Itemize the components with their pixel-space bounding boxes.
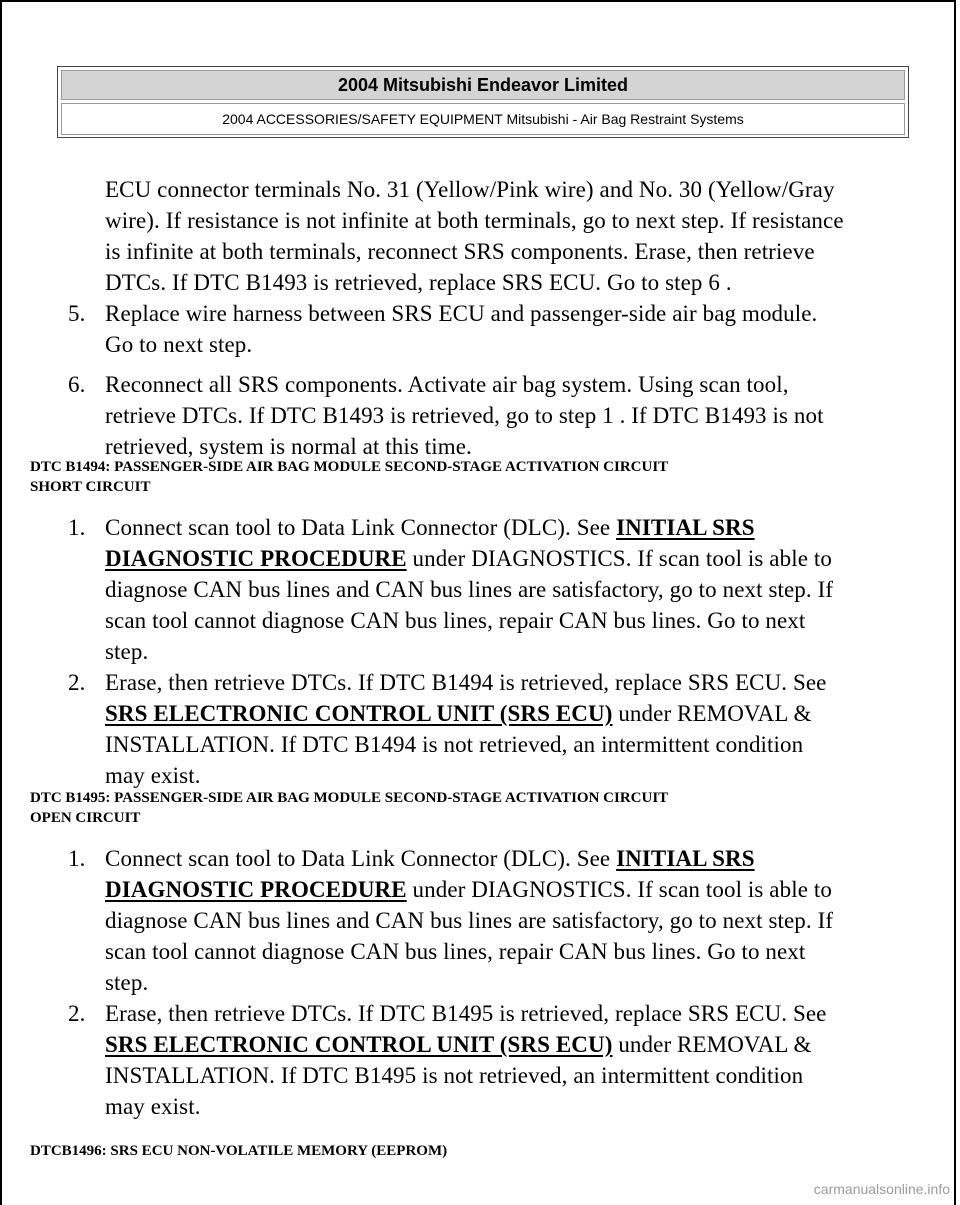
text-line <box>105 843 833 874</box>
intro-paragraph <box>105 174 844 298</box>
text-line: Replace wire harness between SRS ECU and passenger-side air bag module. <box>105 301 818 326</box>
text-line: may exist. <box>105 1094 201 1119</box>
srs-ecu-link[interactable]: SRS ELECTRONIC CONTROL UNIT (SRS ECU) <box>105 1032 613 1057</box>
section-heading-b1496 <box>30 1141 447 1161</box>
text-line: step. <box>105 970 149 995</box>
initial-srs-link[interactable]: INITIAL SRS <box>616 846 755 871</box>
text-line: Reconnect all SRS components. Activate air bag system. Using scan tool, <box>105 372 789 397</box>
text-line: INSTALLATION. If DTC B1495 is not retrieved, an intermittent condition <box>105 1063 804 1088</box>
heading-line: OPEN CIRCUIT <box>30 810 141 826</box>
initial-srs-link[interactable]: INITIAL SRS <box>616 515 755 540</box>
text-span: Connect scan tool to Data Link Connector (DLC). See <box>105 515 617 540</box>
step-number: 2. <box>68 670 86 695</box>
list-item-b1495-step-2 <box>68 998 827 1122</box>
watermark: carmanualsonline.info <box>813 1181 950 1197</box>
section-heading-b1495 <box>30 788 668 828</box>
text-line: Erase, then retrieve DTCs. If DTC B1494 is retrieved, replace SRS ECU. See <box>105 670 827 695</box>
heading-line: DTC B1495: PASSENGER-SIDE AIR BAG MODULE SECOND-STAGE ACTIVATION CIRCUIT <box>30 790 669 806</box>
text-span: Connect scan tool to Data Link Connector (DLC). See <box>105 846 617 871</box>
list-item-step-6 <box>68 369 824 462</box>
text-line: wire). If resistance is not infinite at both terminals, go to next step. If resistance <box>105 208 844 233</box>
text-line: retrieve DTCs. If DTC B1493 is retrieved, go to step 1 . If DTC B1493 is not <box>105 403 824 428</box>
text-span: under DIAGNOSTICS. If scan tool is able to <box>406 877 832 902</box>
text-line: ECU connector terminals No. 31 (Yellow/Pink wire) and No. 30 (Yellow/Gray <box>105 177 835 202</box>
text-span: under DIAGNOSTICS. If scan tool is able to <box>406 546 832 571</box>
document-header <box>57 66 909 138</box>
text-line: diagnose CAN bus lines and CAN bus lines are satisfactory, go to next step. If <box>105 577 834 602</box>
text-line <box>105 1029 827 1060</box>
heading-line: DTCB1496: SRS ECU NON-VOLATILE MEMORY (EEPROM) <box>30 1143 448 1159</box>
text-line: Erase, then retrieve DTCs. If DTC B1495 is retrieved, replace SRS ECU. See <box>105 1001 827 1026</box>
heading-line: SHORT CIRCUIT <box>30 479 151 495</box>
list-item-b1494-step-2 <box>68 667 827 791</box>
text-span: under REMOVAL & <box>612 1032 812 1057</box>
step-number: 1. <box>68 846 86 871</box>
section-heading-b1494 <box>30 457 668 497</box>
text-line: INSTALLATION. If DTC B1494 is not retrieved, an intermittent condition <box>105 732 804 757</box>
list-item-b1495-step-1 <box>68 843 834 998</box>
list-item-step-5 <box>68 298 818 360</box>
text-line: is infinite at both terminals, reconnect SRS components. Erase, then retrieve <box>105 239 815 264</box>
diagnostic-procedure-link[interactable]: DIAGNOSTIC PROCEDURE <box>105 877 407 902</box>
header-title: 2004 Mitsubishi Endeavor Limited <box>61 70 905 100</box>
list-item-b1494-step-1 <box>68 512 834 667</box>
text-line: scan tool cannot diagnose CAN bus lines, repair CAN bus lines. Go to next <box>105 939 806 964</box>
text-line: retrieved, system is normal at this time. <box>105 434 472 459</box>
step-number: 1. <box>68 515 86 540</box>
text-line: diagnose CAN bus lines and CAN bus lines are satisfactory, go to next step. If <box>105 908 834 933</box>
step-number: 2. <box>68 1001 86 1026</box>
srs-ecu-link[interactable]: SRS ELECTRONIC CONTROL UNIT (SRS ECU) <box>105 701 613 726</box>
step-number: 5. <box>68 301 86 326</box>
text-line: may exist. <box>105 763 201 788</box>
header-subtitle: 2004 ACCESSORIES/SAFETY EQUIPMENT Mitsubishi - Air Bag Restraint Systems <box>61 103 905 135</box>
text-line <box>105 698 827 729</box>
heading-line: DTC B1494: PASSENGER-SIDE AIR BAG MODULE SECOND-STAGE ACTIVATION CIRCUIT <box>30 459 669 475</box>
text-line: scan tool cannot diagnose CAN bus lines, repair CAN bus lines. Go to next <box>105 608 806 633</box>
text-line: step. <box>105 639 149 664</box>
diagnostic-procedure-link[interactable]: DIAGNOSTIC PROCEDURE <box>105 546 407 571</box>
text-line <box>105 512 833 543</box>
text-span: under REMOVAL & <box>612 701 812 726</box>
text-line <box>105 874 833 905</box>
step-number: 6. <box>68 372 86 397</box>
text-line: DTCs. If DTC B1493 is retrieved, replace SRS ECU. Go to step 6 . <box>105 270 732 295</box>
text-line: Go to next step. <box>105 332 253 357</box>
text-line <box>105 543 833 574</box>
